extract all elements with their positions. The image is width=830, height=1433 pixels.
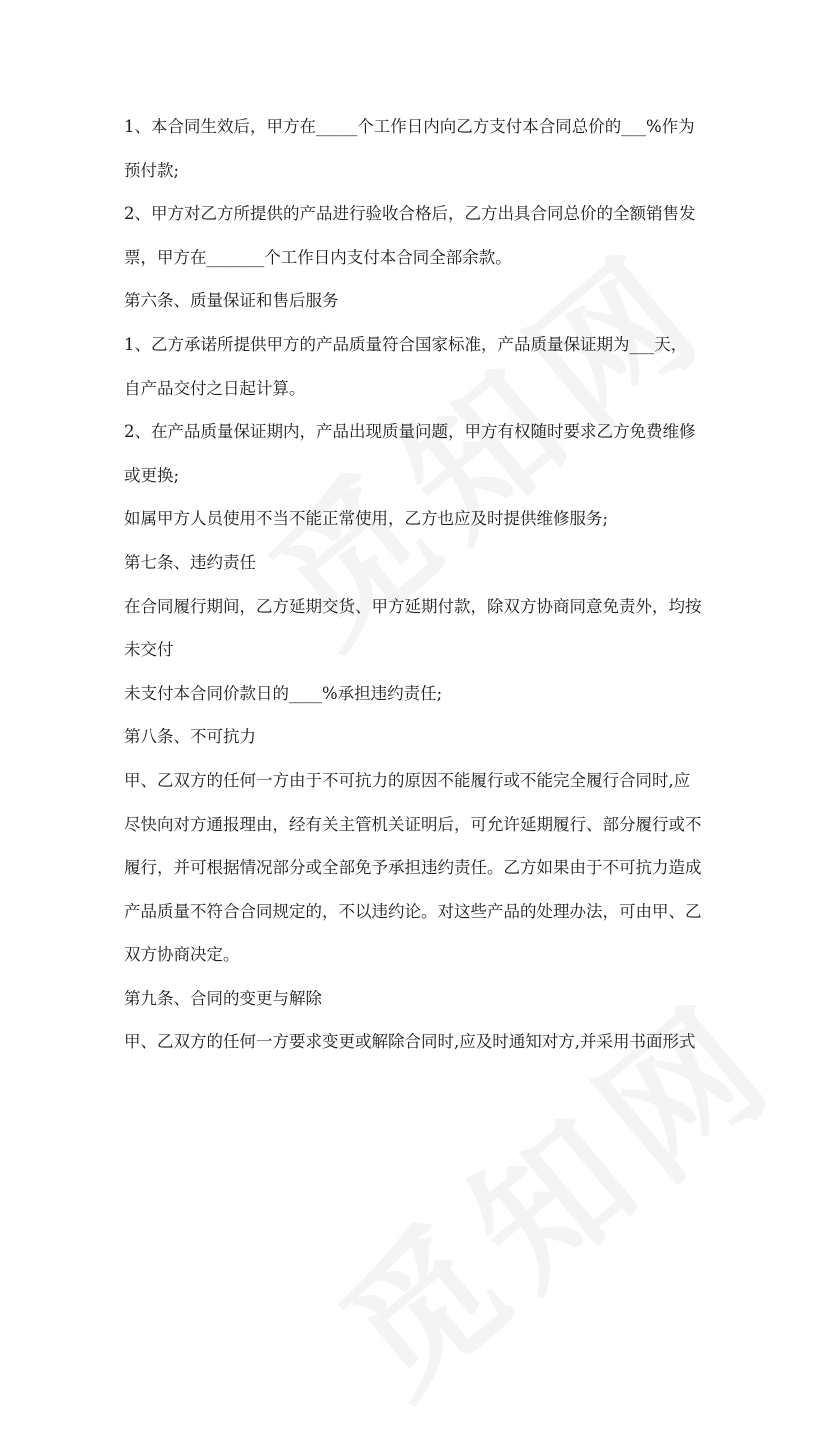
clause-quality-standard: 1、乙方承诺所提供甲方的产品质量符合国家标准，产品质量保证期为___天，	[124, 334, 688, 354]
clause-misuse-service: 如属甲方人员使用不当不能正常使用，乙方也应及时提供维修服务;	[124, 509, 609, 529]
clause-modification: 甲、乙双方的任何一方要求变更或解除合同时,应及时通知对方,并采用书面形式	[124, 1032, 696, 1052]
clause-payment-advance: 1、本合同生效后，甲方在_____个工作日内向乙方支付本合同总价的___%作为	[124, 117, 695, 136]
clause-force-majeure-3: 履行，并可根据情况部分或全部免予承担违约责任。乙方如果由于不可抗力造成	[124, 858, 702, 878]
article-8-heading: 第八条、不可抗力	[124, 727, 256, 747]
clause-quality-standard-cont: 自产品交付之日起计算。	[124, 378, 306, 398]
clause-warranty-repair-cont: 或更换;	[124, 465, 180, 485]
clause-force-majeure-2: 尽快向对方通报理由，经有关主管机关证明后，可允许延期履行、部分履行或不	[124, 814, 702, 834]
clause-warranty-repair: 2、在产品质量保证期内，产品出现质量问题，甲方有权随时要求乙方免费维修	[124, 422, 696, 442]
clause-breach: 在合同履行期间，乙方延期交货、甲方延期付款，除双方协商同意免责外，均按	[124, 596, 702, 616]
clause-payment-balance-cont: 票，甲方在_______个工作日内支付本合同全部余款。	[124, 247, 512, 267]
document-body	[124, 105, 714, 1064]
clause-force-majeure-4: 产品质量不符合合同规定的，不以违约论。对这些产品的处理办法，可由甲、乙	[124, 901, 702, 921]
clause-payment-advance-cont: 预付款;	[124, 160, 180, 180]
clause-force-majeure-5: 双方协商决定。	[124, 945, 240, 965]
clause-force-majeure-1: 甲、乙双方的任何一方由于不可抗力的原因不能履行或不能完全履行合同时,应	[124, 770, 691, 790]
clause-breach-cont-1: 未交付	[124, 640, 174, 660]
clause-breach-cont-2: 未支付本合同价款日的____%承担违约责任;	[124, 683, 443, 703]
article-7-heading: 第七条、违约责任	[124, 552, 256, 572]
article-9-heading: 第九条、合同的变更与解除	[124, 988, 322, 1008]
clause-payment-balance: 2、甲方对乙方所提供的产品进行验收合格后，乙方出具合同总价的全额销售发	[124, 204, 696, 224]
article-6-heading: 第六条、质量保证和售后服务	[124, 291, 339, 311]
